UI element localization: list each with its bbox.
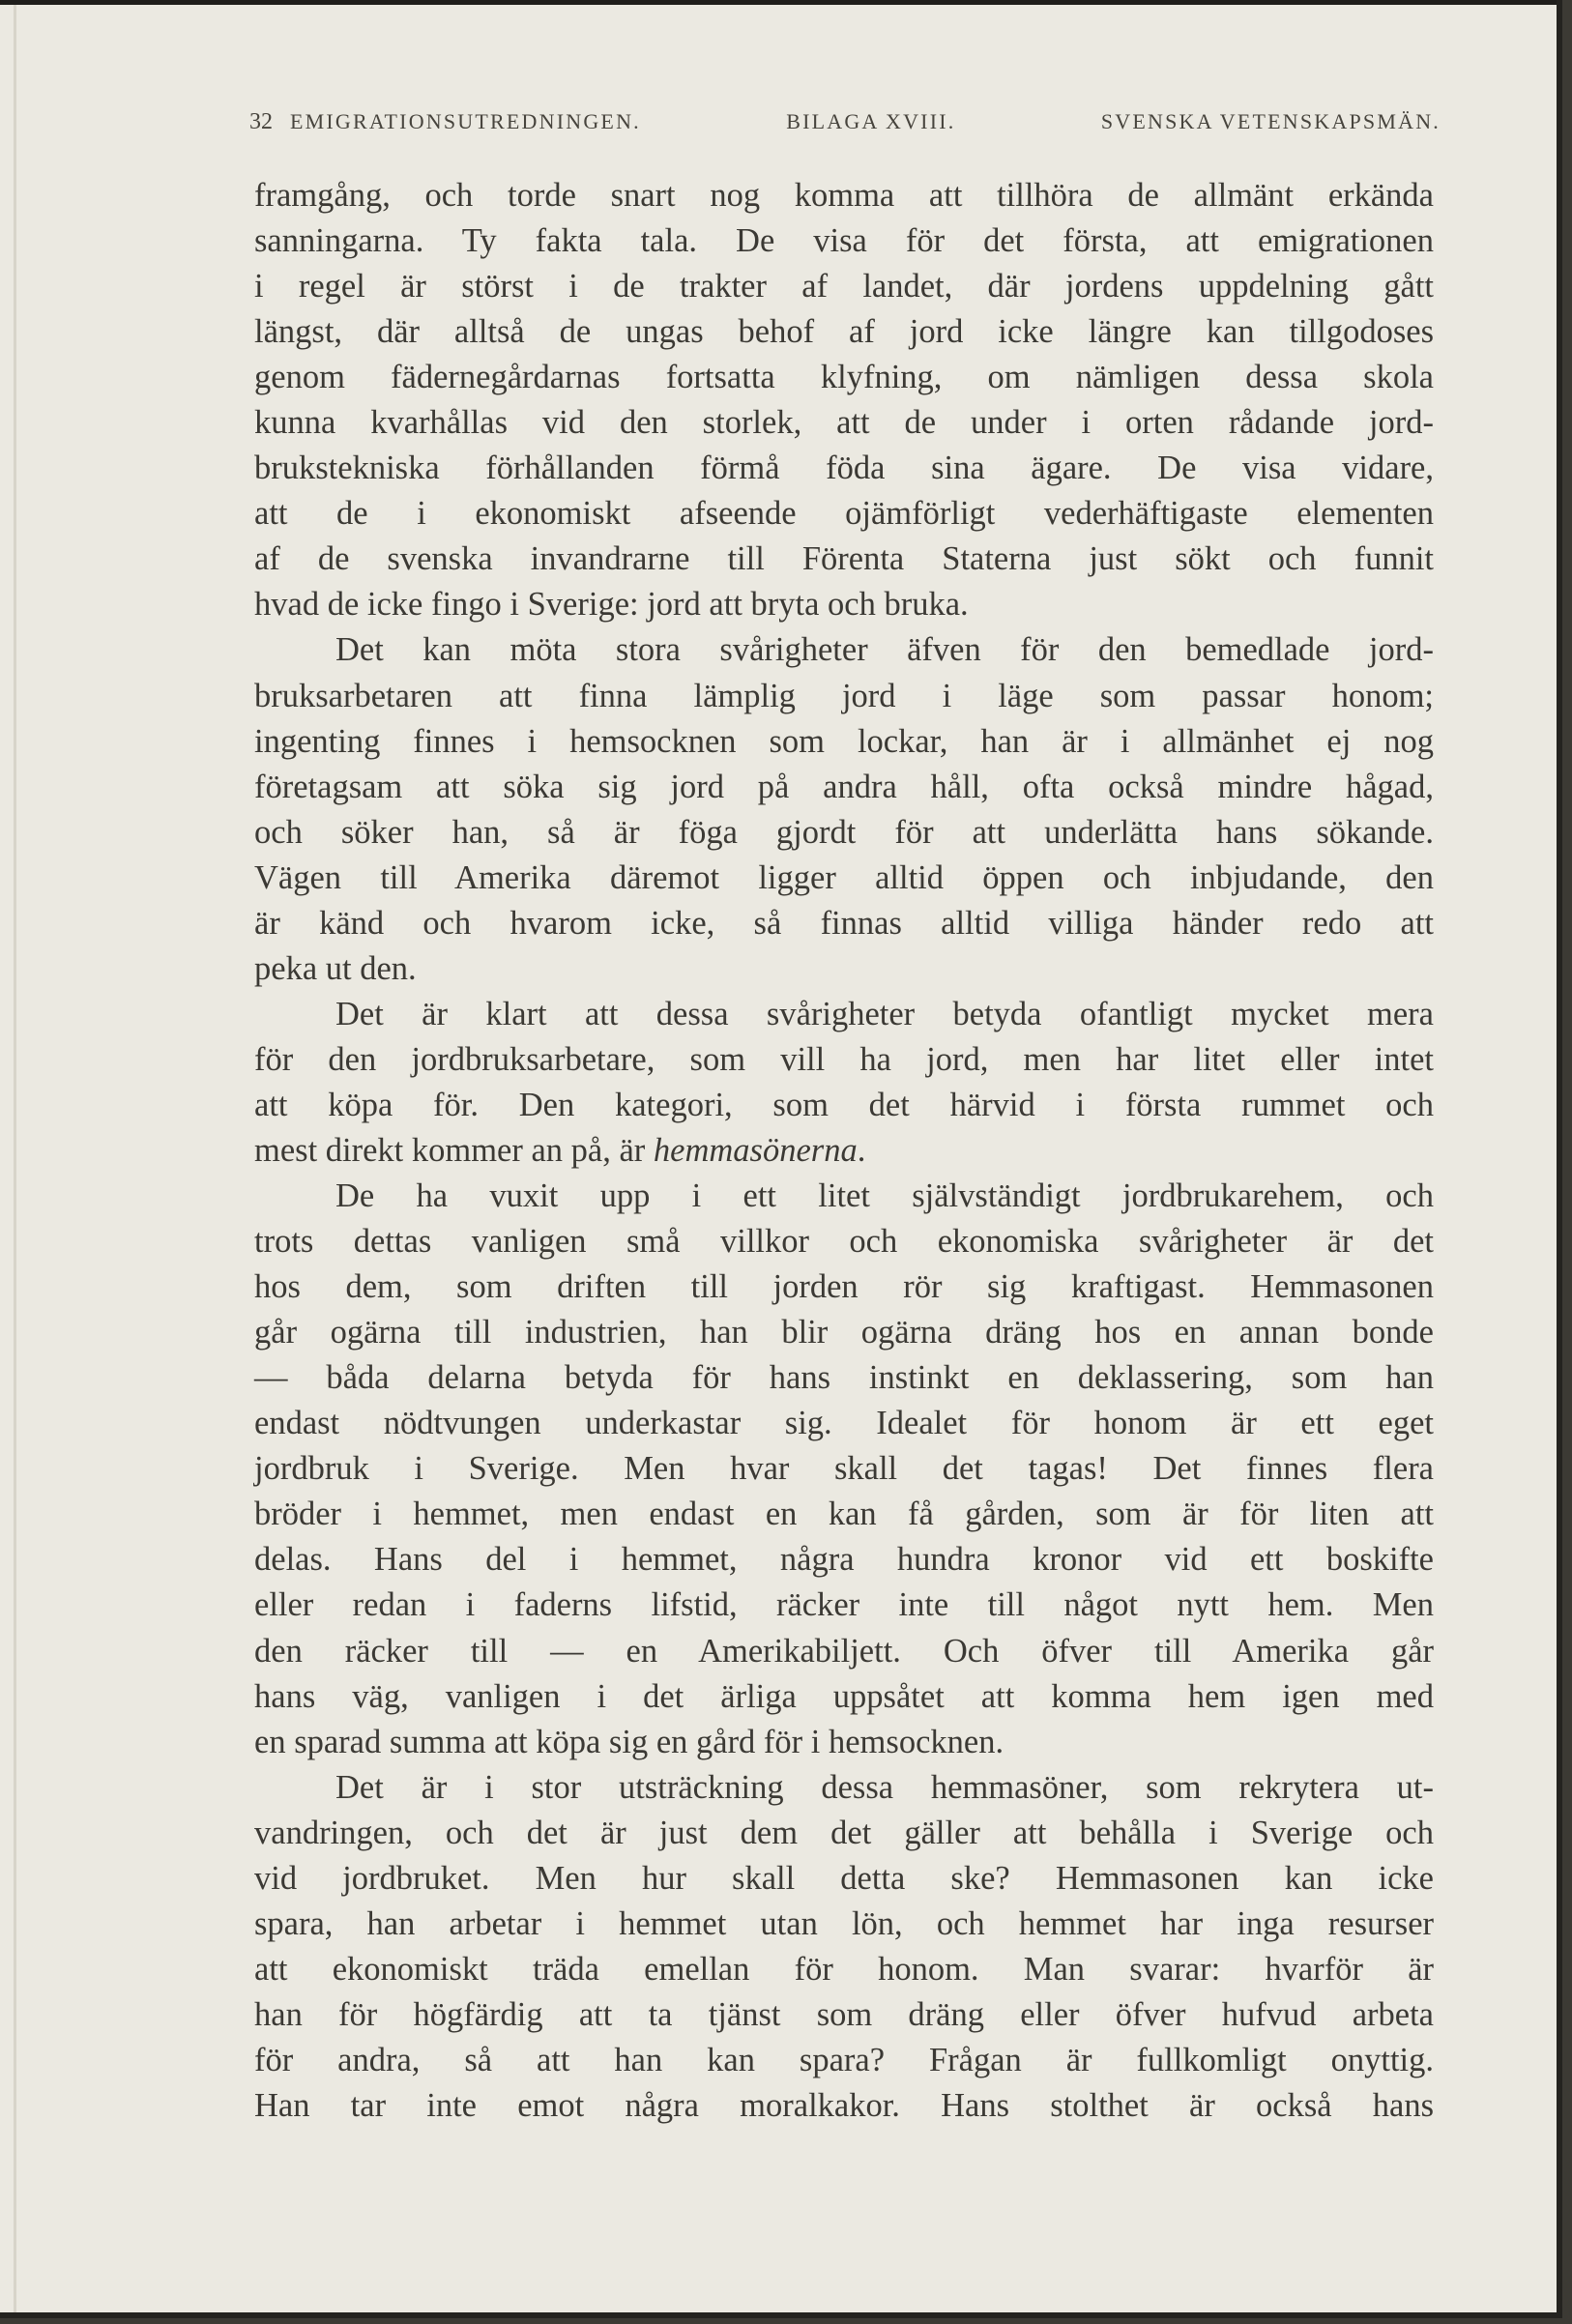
text-line: Det är klart att dessa svårigheter betyda ofantligt mycket mera [335,995,1434,1032]
page-number: 32 [249,109,273,134]
text-line: brukstekniska förhållanden förmå föda sina ägare. De visa vidare, [254,450,1434,487]
text-line: sanningarna. Ty fakta tala. De visa för det första, att emigrationen [254,222,1434,260]
text-line: endast nödtvungen underkastar sig. Idealet för honom är ett eget [254,1405,1434,1442]
text-line: — båda delarna betyda för hans instinkt en deklassering, som han [254,1359,1434,1397]
text-line: hvad de icke fingo i Sverige: jord att bryta och bruka. [254,586,969,624]
text-line: i regel är störst i de trakter af landet, där jordens uppdelning gått [254,268,1434,305]
text-line: vid jordbruket. Men hur skall detta ske? Hemmasonen kan icke [254,1859,1434,1897]
text-line: och söker han, så är föga gjordt för att underlätta hans sökande. [254,813,1434,851]
text-line: trots dettas vanligen små villkor och ekonomiska svårigheter är det [254,1223,1434,1261]
text-line: bruksarbetaren att finna lämplig jord i läge som passar honom; [254,677,1434,714]
text-line: längst, där alltså de ungas behof af jord icke längre kan tillgodoses [254,313,1434,351]
text-line: hos dem, som driften till jorden rör sig kraftigast. Hemmasonen [254,1268,1434,1306]
text-line: kunna kvarhållas vid den storlek, att de under i orten rådande jord- [254,404,1434,442]
text-line: för den jordbruksarbetare, som vill ha jord, men har litet eller intet [254,1040,1434,1078]
text-line: af de svenska invandrarne till Förenta Staterna just sökt och funnit [254,540,1434,578]
running-title-part: BILAGA XVIII. [786,109,956,133]
text-line: att köpa för. Den kategori, som det härvid i första rummet och [254,1086,1434,1123]
body-text [254,173,1434,2129]
running-header [249,109,1441,135]
text-line: delas. Hans del i hemmet, några hundra kronor vid ett boskifte [254,1541,1434,1579]
text-line: De ha vuxit upp i ett litet självständigt jordbrukarehem, och [335,1177,1434,1215]
text-line: Det kan möta stora svårigheter äfven för den bemedlade jord- [335,631,1434,669]
running-title-part: SVENSKA VETENSKAPSMÄN. [1100,109,1441,133]
text-line: hans väg, vanligen i det ärliga uppsåtet att komma hem igen med [254,1677,1434,1715]
text-line: ingenting finnes i hemsocknen som lockar, han är i allmänhet ej nog [254,722,1434,760]
text-line: Vägen till Amerika däremot ligger alltid öppen och inbjudande, den [254,858,1434,896]
text-line: eller redan i faderns lifstid, räcker inte till något nytt hem. Men [254,1586,1434,1624]
emphasized-term: hemmasönerna [653,1131,858,1169]
text-line: jordbruk i Sverige. Men hvar skall det tagas! Det finnes flera [254,1450,1434,1488]
text-line: Han tar inte emot några moralkakor. Hans stolthet är också hans [254,2086,1434,2124]
text-line: framgång, och torde snart nog komma att tillhöra de allmänt erkända [254,177,1434,214]
text-line: går ogärna till industrien, han blir ogärna dräng hos en annan bonde [254,1314,1434,1351]
text-line: att de i ekonomiskt afseende ojämförligt vederhäftigaste elementen [254,495,1434,533]
running-title-part: EMIGRATIONSUTREDNINGEN. [290,109,641,133]
text-line: spara, han arbetar i hemmet utan lön, och hemmet har inga resurser [254,1904,1434,1942]
text-run: mest direkt kommer an på, är [254,1131,654,1169]
text-line: Det är i stor utsträckning dessa hemmasöner, som rekrytera ut- [335,1768,1434,1806]
text-line: är känd och hvarom icke, så finnas alltid villiga händer redo att [254,904,1434,942]
text-line: företagsam att söka sig jord på andra håll, ofta också mindre hågad, [254,768,1434,805]
text-line: peka ut den. [254,949,417,987]
text-line: för andra, så att han kan spara? Frågan är fullkomligt onyttig. [254,2041,1434,2078]
text-line: den räcker till — en Amerikabiljett. Och öfver till Amerika går [254,1632,1434,1670]
text-line: en sparad summa att köpa sig en gård för i hemsocknen. [254,1723,1004,1760]
text-line [254,1128,1434,1174]
text-line: bröder i hemmet, men endast en kan få gården, som är för liten att [254,1496,1434,1533]
text-line: vandringen, och det är just dem det gäller att behålla i Sverige och [254,1814,1434,1851]
text-line: att ekonomiskt träda emellan för honom. Man svarar: hvarför är [254,1950,1434,1988]
text-line: han för högfärdig att ta tjänst som dräng eller öfver hufvud arbeta [254,1995,1434,2033]
text-line: genom fädernegårdarnas fortsatta klyfning, om nämligen dessa skola [254,359,1434,396]
running-title [290,109,1441,135]
text-run: . [857,1131,866,1169]
